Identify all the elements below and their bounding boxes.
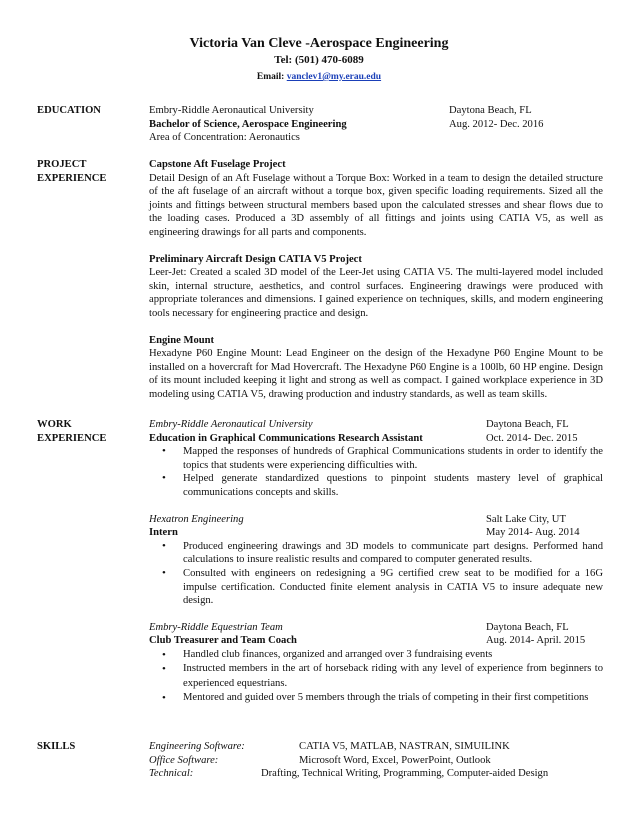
education-dates: Aug. 2012- Dec. 2016 [449, 118, 544, 130]
work-heading-line1: WORK [37, 419, 72, 430]
education-body [149, 104, 603, 145]
project-title: Preliminary Aircraft Design CATIA V5 Project [149, 253, 362, 265]
job-location: Daytona Beach, FL [486, 419, 569, 430]
education-location: Daytona Beach, FL [449, 105, 532, 116]
education-school: Embry-Riddle Aeronautical University [149, 105, 314, 116]
work-body [149, 418, 603, 706]
project-title: Engine Mount [149, 334, 215, 346]
project-heading-line1: PROJECT [37, 159, 87, 170]
project-description: Detail Design of an Aft Fuselage without a Torque Box: Worked in a team to design the detailed structure of the aft fuselage of an aircraft without a torque box, given specific loading requirements. Sized all the joints and fittings between structural members based upon the calculated stresses and shear flows due to the loading cases. Produced a 3D assembly of all fittings and joints using CATIA V5, as well as engineering drawings for all parts and components. [149, 172, 603, 238]
job-employer: Embry-Riddle Equestrian Team [149, 621, 283, 633]
skill-row [149, 767, 603, 781]
project-title: Capstone Aft Fuselage Project [149, 159, 286, 170]
job-employer: Hexatron Engineering [149, 513, 244, 525]
job-title: Education in Graphical Communications Research Assistant [149, 432, 423, 444]
skill-value: Drafting, Technical Writing, Programming, Computer-aided Design [261, 768, 549, 780]
education-heading: EDUCATION [37, 105, 101, 116]
project-heading-line2: EXPERIENCE [37, 172, 107, 184]
skill-value: CATIA V5, MATLAB, NASTRAN, SIMUILINK [299, 741, 510, 752]
project-description: Hexadyne P60 Engine Mount: Lead Engineer on the design of the Hexadyne P60 Engine Mount to be installed on a hovercraft for Mad Hovercraft. The Hexadyne P60 Engine is a 100lb, 60 HP engine. Design of its mount included keeping it light and strong as well as compact. I gained workplace experience in 3D modeling using CATIA V5, drawing production and industry standards, as well as team skills. [149, 348, 603, 400]
job-bullet: • Instructed members in the art of horseback riding with any level of experience from beginners to experienced equestrians. [183, 662, 603, 691]
skill-row [149, 740, 603, 754]
job-dates: Aug. 2014- April. 2015 [486, 635, 586, 647]
skill-category: Engineering Software: [149, 741, 245, 752]
education-degree: Bachelor of Science, Aerospace Engineering [149, 118, 347, 130]
skills-body [149, 740, 603, 781]
job-title: Intern [149, 527, 178, 539]
email-line [0, 70, 638, 84]
job-employer: Embry-Riddle Aeronautical University [149, 419, 313, 430]
project-heading [37, 158, 142, 185]
job-entry [149, 418, 603, 500]
email-link[interactable]: vanclev1@my.erau.edu [286, 72, 382, 82]
job-bullets [149, 648, 603, 706]
job-location: Daytona Beach, FL [486, 621, 569, 633]
job-dates: Oct. 2014- Dec. 2015 [486, 432, 578, 444]
job-bullet: • Mentored and guided over 5 members through the trials of competing in their first competitions [183, 691, 603, 706]
job-bullets [149, 540, 603, 608]
project-item [149, 253, 603, 321]
job-entry [149, 513, 603, 608]
job-bullet: • Helped generate standardized questions to pinpoint students mastery level of graphical communications concepts and skills. [183, 472, 603, 499]
job-bullet: • Consulted with engineers on redesigning a 9G certified crew seat to be modified for a 16G impulse certification. Conducted finite element analysis in CATIA V5 to insure adequate new design. [183, 567, 603, 608]
job-title: Club Treasurer and Team Coach [149, 635, 297, 647]
job-bullets [149, 445, 603, 499]
project-description: Leer-Jet: Created a scaled 3D model of the Leer-Jet using CATIA V5. The multi-layered model included skin, internal structure, aesthetics, and control surfaces. Engineering drawings were produced with appropriate tolerances and dimensions. I gained experience on techniques, skills, and modern engineering tools necessary for engineering practice and design. [149, 267, 603, 319]
email-label: Email: [256, 72, 285, 82]
job-bullet: • Mapped the responses of hundreds of Graphical Communications students in order to identify the topics that students were experiencing difficulties with. [183, 445, 603, 472]
job-entry [149, 621, 603, 706]
work-heading [37, 418, 142, 445]
skill-value: Microsoft Word, Excel, PowerPoint, Outlook [299, 754, 491, 766]
job-dates: May 2014- Aug. 2014 [486, 527, 580, 539]
phone-number: Tel: (501) 470-6089 [274, 54, 364, 66]
project-item [149, 158, 603, 240]
job-location: Salt Lake City, UT [486, 513, 566, 525]
work-heading-line2: EXPERIENCE [37, 432, 107, 444]
skills-heading: SKILLS [37, 741, 76, 752]
resume-header [0, 35, 638, 84]
project-body [149, 158, 603, 402]
skill-category: Office Software: [149, 754, 219, 766]
project-item [149, 334, 603, 402]
candidate-name: Victoria Van Cleve -Aerospace Engineering [189, 36, 449, 51]
job-bullet: • Produced engineering drawings and 3D models to communicate part designs. Performed hand calculations to insure realistic results and compared to computer generated results. [183, 540, 603, 567]
education-concentration: Area of Concentration: Aeronautics [149, 132, 300, 144]
job-bullet: • Handled club finances, organized and arranged over 3 fundraising events [183, 648, 603, 663]
skill-row [149, 754, 603, 768]
skill-category: Technical: [149, 768, 194, 780]
